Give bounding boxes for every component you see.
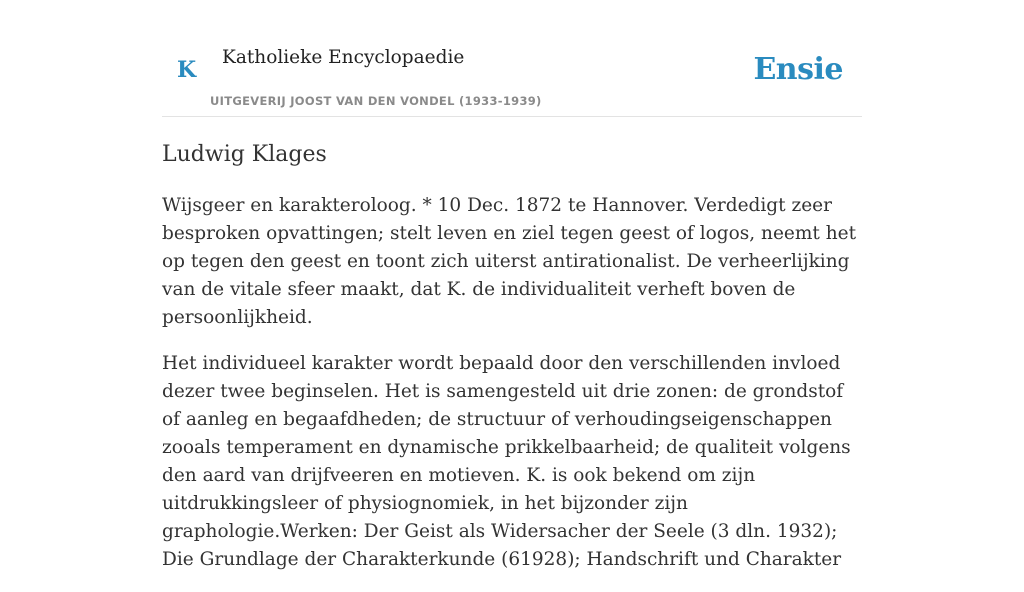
site-header — [162, 0, 862, 117]
publication-logo[interactable]: K — [177, 57, 197, 83]
article-paragraph-2: Het individueel karakter wordt bepaald door den verschillenden invloed dezer twee beginselen. Het is samengesteld uit drie zonen: de grondstof of aanleg en begaafdheden; de structuur of verhoudingseigenschappen zooals temperament en dynamische prikkelbaarheid; de qualiteit volgens den aard van drijfveeren en motieven. K. is ook bekend om zijn uitdrukkingsleer of physiognomiek, in het bijzonder zijn graphologie.Werken: Der Geist als Widersacher der Seele (3 dln. 1932); Die Grundlage der Charakterkunde (61928); Handschrift und Charakter — [162, 353, 851, 570]
article-body — [162, 192, 866, 592]
publication-title-link[interactable]: Katholieke Encyclopaedie — [222, 47, 465, 68]
ensie-logo-link[interactable]: Ensie — [753, 52, 843, 87]
publisher-subtitle: UITGEVERIJ JOOST VAN DEN VONDEL (1933-1939) — [210, 94, 542, 108]
article-title: Ludwig Klages — [162, 142, 327, 167]
article-paragraph-1: Wijsgeer en karakteroloog. * 10 Dec. 1872 te Hannover. Verdedigt zeer besproken opvattingen; stelt leven en ziel tegen geest of logos, neemt het op tegen den geest en toont zich uiterst antirationalist. De verheerlijking van de vitale sfeer maakt, dat K. de individualiteit verheft boven de persoonlijkheid. — [162, 195, 857, 328]
